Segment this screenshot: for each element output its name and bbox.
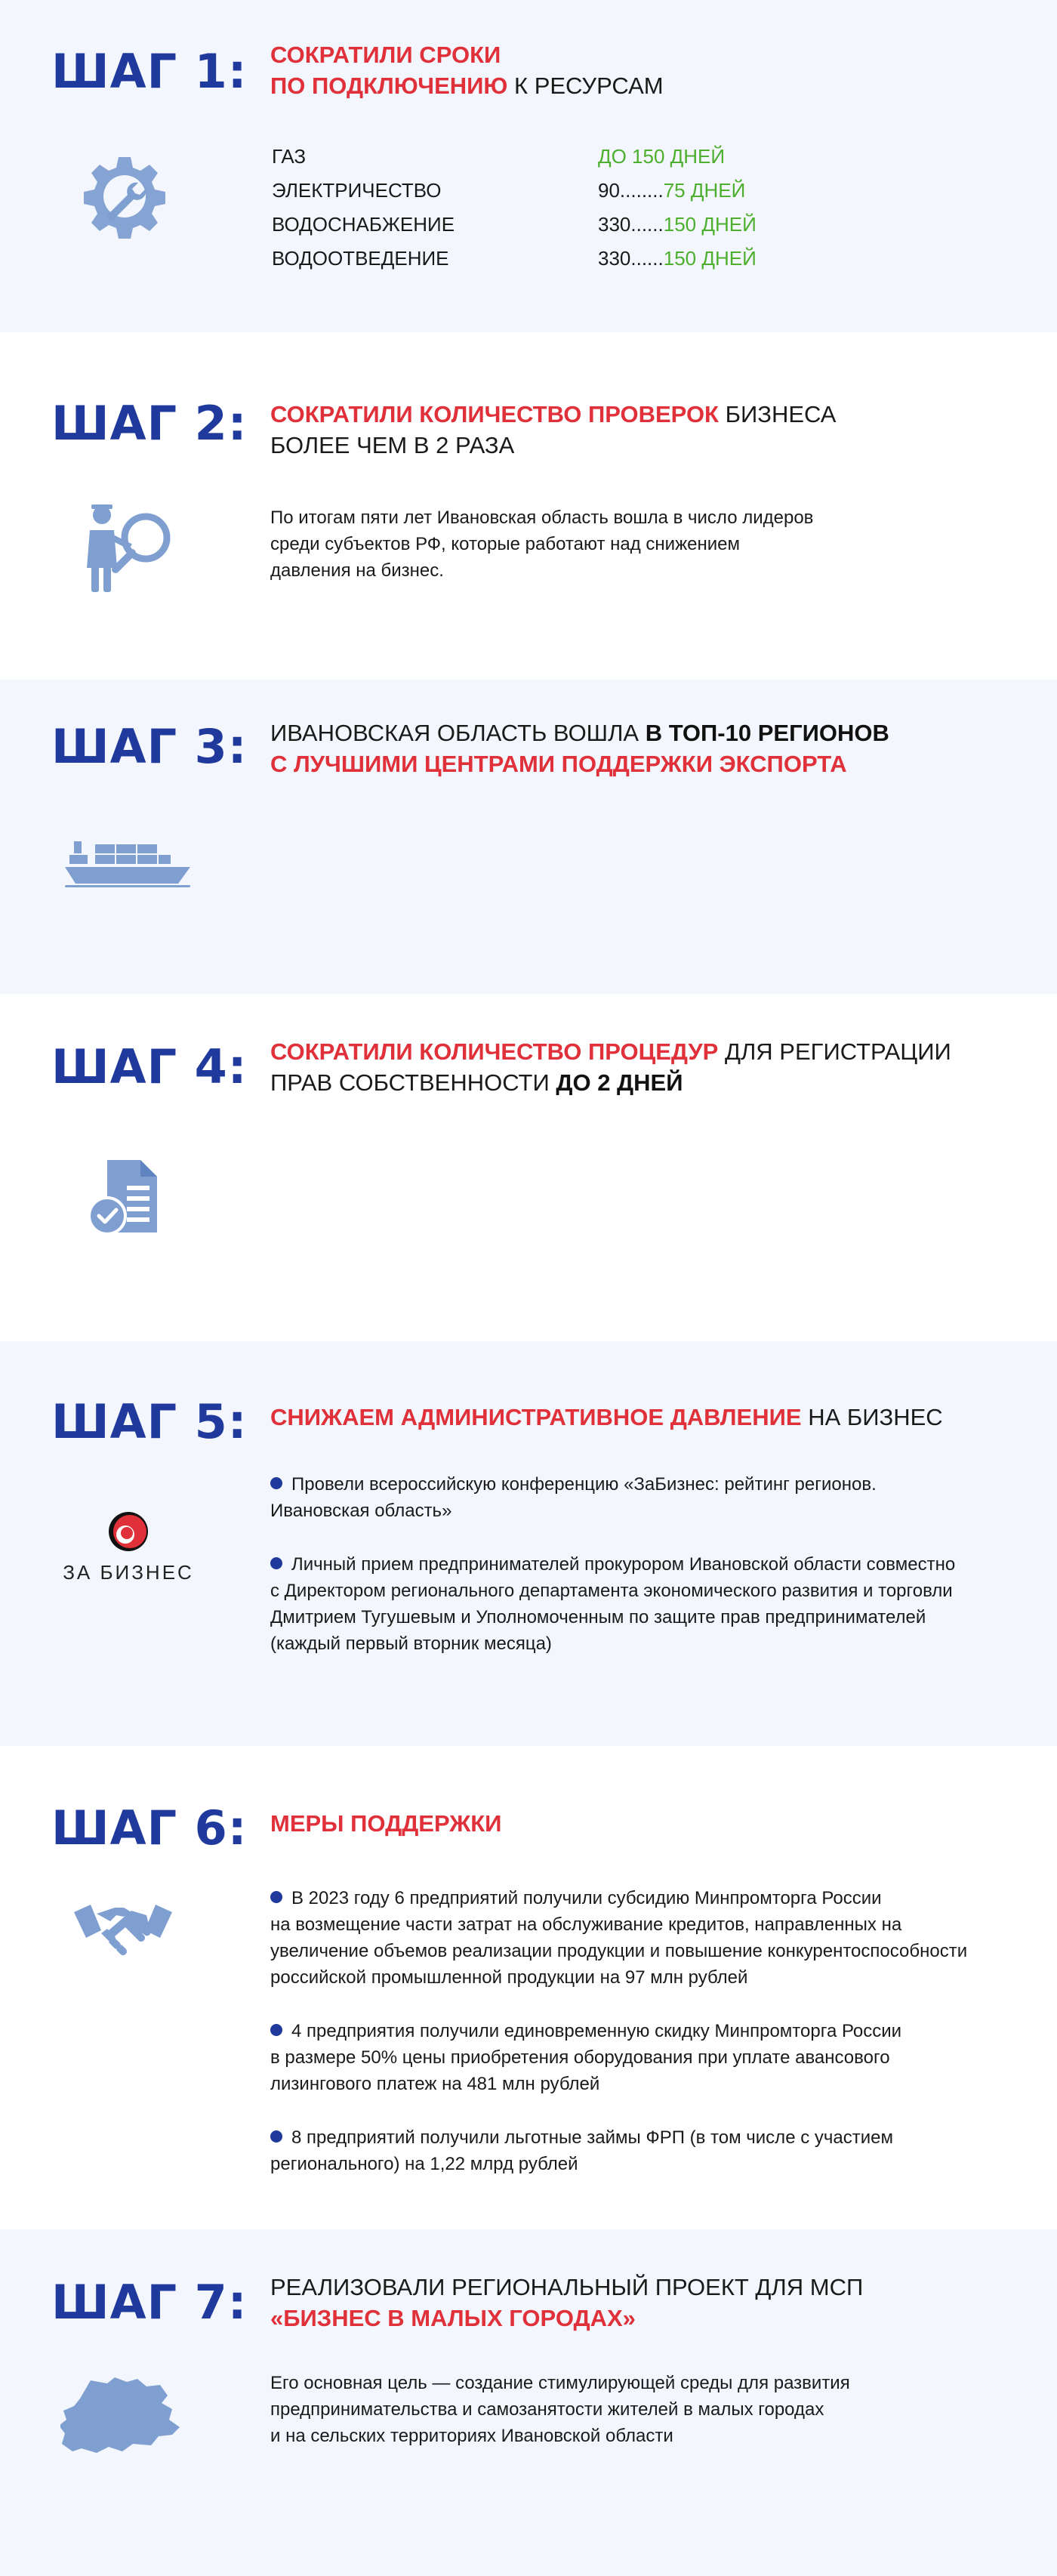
step-3-title: ШАГ 3: (51, 719, 248, 774)
step-6-heading: МЕРЫ ПОДДЕРЖКИ (270, 1810, 502, 1837)
list-item: 8 предприятий получили льготные займы ФРП (в том числе с участием регионального) на 1,22 млрд рублей (270, 2127, 893, 2174)
resource-row: ВОДООТВЕДЕНИЕ (272, 247, 449, 270)
bullet-icon (270, 2024, 282, 2036)
list-item: В 2023 году 6 предприятий получили субсидию Минпромторга России на возмещение части затрат на обслуживание кредитов, направленных на увеличение объемов реализации продукции и повышение конкурентоспособности российской промышленной продукции на 97 млн рублей (270, 1888, 968, 1988)
resource-value: 330......150 ДНЕЙ (598, 247, 757, 270)
step-7-text: Его основная цель — создание стимулирующей среды для развития предпринимательства и самозанятости жителей в малых городах и на сельских территориях Ивановской области (270, 2373, 850, 2446)
step-1-section (0, 0, 1057, 332)
step-5-heading: СНИЖАЕМ АДМИНИСТРАТИВНОЕ ДАВЛЕНИЕ НА БИЗНЕС (270, 1404, 943, 1430)
resource-value: 90........75 ДНЕЙ (598, 179, 746, 202)
resource-value: 330......150 ДНЕЙ (598, 213, 757, 236)
step-7-section (0, 2229, 1057, 2576)
step-7-heading: РЕАЛИЗОВАЛИ РЕГИОНАЛЬНЫЙ ПРОЕКТ ДЛЯ МСП «БИЗНЕС В МАЛЫХ ГОРОДАХ» (270, 2274, 864, 2331)
step-1-title: ШАГ 1: (51, 44, 248, 99)
step-3-section (0, 680, 1057, 994)
step-2-text: По итогам пяти лет Ивановская область вошла в число лидеров среди субъектов РФ, которые работают над снижением давления на бизнес. (270, 507, 814, 581)
step-2-title: ШАГ 2: (51, 396, 248, 451)
step-5-title: ШАГ 5: (51, 1394, 248, 1449)
step-4-heading: СОКРАТИЛИ КОЛИЧЕСТВО ПРОЦЕДУР ДЛЯ РЕГИСТРАЦИИ ПРАВ СОБСТВЕННОСТИ ДО 2 ДНЕЙ (270, 1038, 951, 1096)
cargo-ship-icon (65, 838, 190, 888)
step-1-heading: СОКРАТИЛИ СРОКИ ПО ПОДКЛЮЧЕНИЮ К РЕСУРСАМ (270, 42, 664, 99)
za-biznes-emblem-icon (106, 1509, 151, 1554)
list-item: Провели всероссийскую конференцию «ЗаБизнес: рейтинг регионов. Ивановская область» (270, 1474, 877, 1521)
inspector-magnifier-icon (79, 500, 177, 598)
za-biznes-logo (60, 1509, 196, 1584)
step-5-list (270, 1471, 1025, 1684)
resource-row: ЭЛЕКТРИЧЕСТВО (272, 179, 442, 202)
bullet-icon (270, 1557, 282, 1569)
bullet-icon (270, 1891, 282, 1903)
resource-row: ВОДОСНАБЖЕНИЕ (272, 213, 455, 236)
za-biznes-logo-text: ЗА БИЗНЕС (63, 1561, 194, 1584)
step-6-title: ШАГ 6: (51, 1800, 248, 1856)
step-3-heading: ИВАНОВСКАЯ ОБЛАСТЬ ВОШЛА В ТОП-10 РЕГИОНОВ С ЛУЧШИМИ ЦЕНТРАМИ ПОДДЕРЖКИ ЭКСПОРТА (270, 720, 889, 777)
step-6-list (270, 1885, 1025, 2204)
bullet-icon (270, 1477, 282, 1489)
list-item: Личный прием предпринимателей прокурором Ивановской области совместно с Директором регионального департамента экономического развития и торговли Дмитрием Тугушевым и Уполномоченным по защите прав предпринимателей (каждый первый вторник месяца) (270, 1554, 956, 1654)
step-2-section (0, 332, 1057, 680)
step-2-heading: СОКРАТИЛИ КОЛИЧЕСТВО ПРОВЕРОК БИЗНЕСА БОЛЕЕ ЧЕМ В 2 РАЗА (270, 401, 837, 458)
document-check-icon (85, 1155, 168, 1239)
resource-value: ДО 150 ДНЕЙ (598, 145, 726, 168)
step-4-section (0, 994, 1057, 1341)
step-4-title: ШАГ 4: (51, 1039, 248, 1094)
bullet-icon (270, 2130, 282, 2143)
step-7-title: ШАГ 7: (51, 2275, 248, 2330)
step-6-section (0, 1746, 1057, 2229)
resource-row: ГАЗ (272, 145, 307, 168)
gear-wrench-icon (79, 151, 170, 242)
step-5-section (0, 1341, 1057, 1746)
region-map-icon (60, 2373, 189, 2456)
list-item: 4 предприятия получили единовременную скидку Минпромторга России в размере 50% цены приобретения оборудования при уплате авансового лизингового платеж на 481 млн рублей (270, 2021, 902, 2094)
handshake-icon (74, 1897, 172, 1965)
